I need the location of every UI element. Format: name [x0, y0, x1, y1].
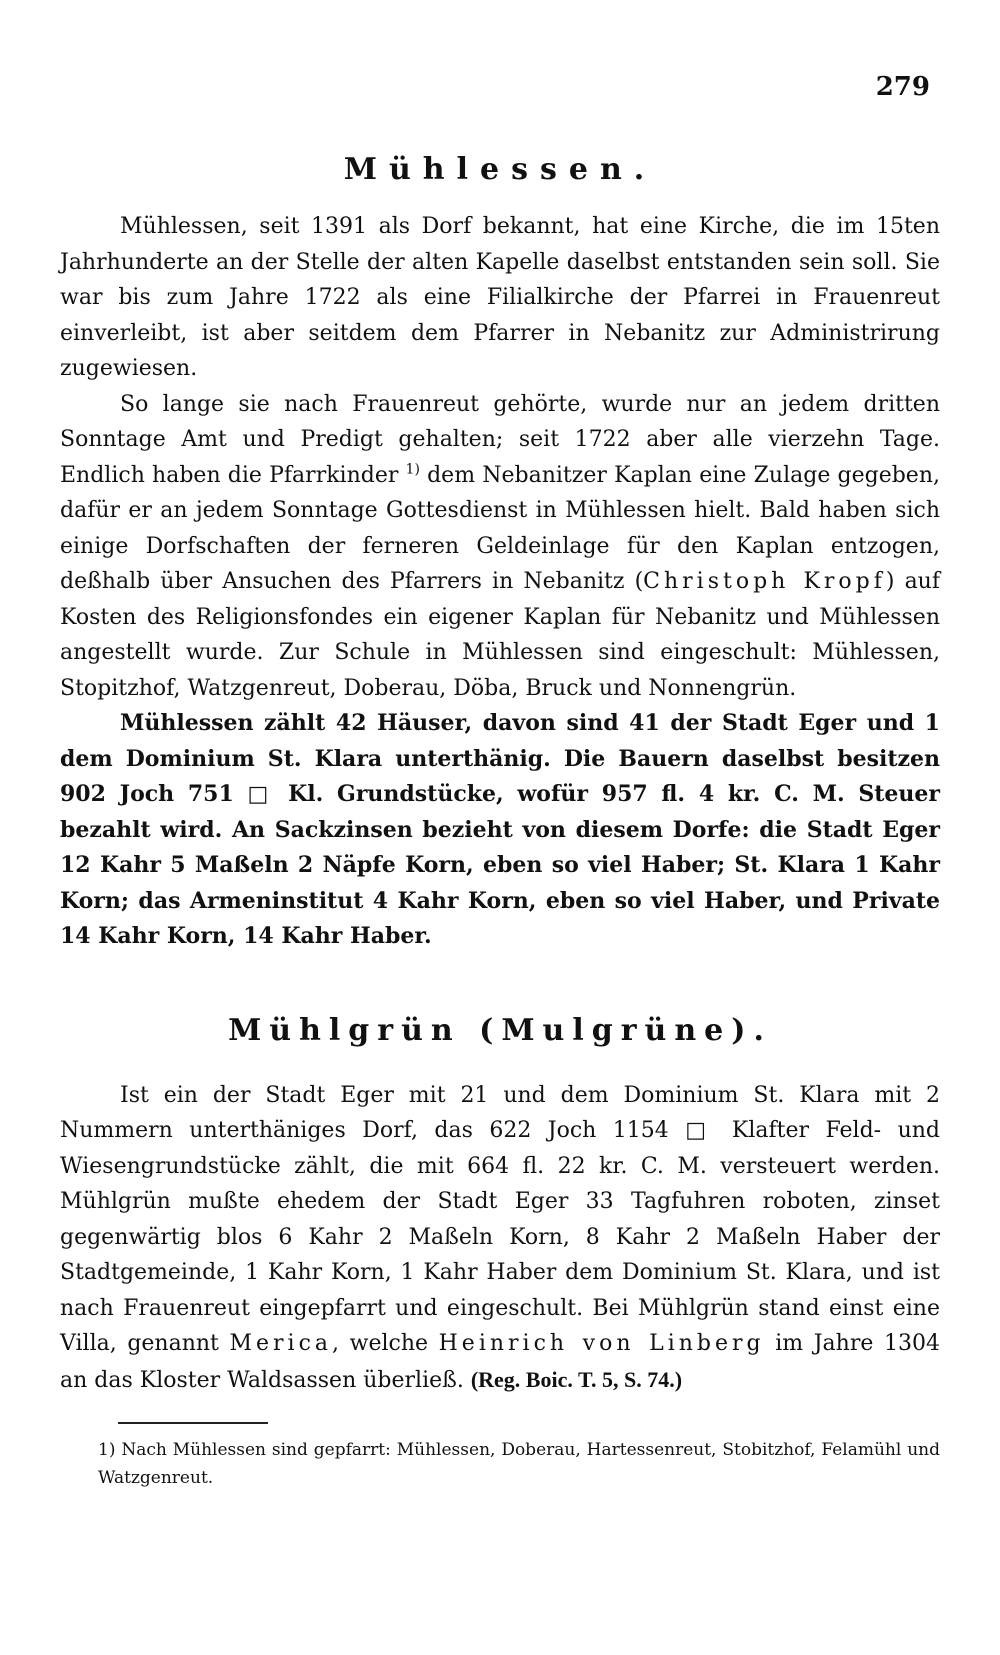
citation-reg-boic: (Reg. Boic. T. 5, S. 74.) [470, 1366, 683, 1392]
paragraph-2 [60, 387, 940, 707]
paragraph-1: Mühlessen, seit 1391 als Dorf bekannt, hat eine Kirche, die im 15ten Jahrhunderte an der Stelle der alten Kapelle daselbst entstanden sein soll. Sie war bis zum Jahre 1722 als eine Filialkirche der Pfarrei in Frauenreut einverleibt, ist aber seitdem dem Pfarrer in Nebanitz zur Administrirung zugewiesen. [60, 214, 940, 381]
paragraph-4 [60, 1078, 940, 1399]
section-title-muehlessen: Mühlessen. [343, 152, 657, 187]
paragraph-4-part-1: Ist ein der Stadt Eger mit 21 und dem Dominium St. Klara mit 2 Nummern unterthäniges Dorf, das 622 Joch 1154 □ Klafter Feld- und Wiesengrundstücke zählt, die mit 664 fl. 22 kr. C. M. versteuert werden. Mühlgrün mußte ehedem der Stadt Eger 33 Tagfuhren roboten, zinset gegenwärtig blos 6 Kahr 2 Maßeln Korn, 8 Kahr 2 Maßeln Haber der Stadtgemeinde, 1 Kahr Korn, 1 Kahr Haber dem Dominium St. Klara, und ist nach Frauenreut eingepfarrt und eingeschult. Bei Mühlgrün stand einst eine Villa, genannt [60, 1082, 940, 1356]
footnote: 1) Nach Mühlessen sind gepfarrt: Mühlessen, Doberau, Hartessenreut, Stobitzhof, Felamühl und Watzgenreut. [98, 1439, 940, 1488]
person-name-heinrich-von-linberg: Heinrich von Linberg [438, 1331, 765, 1356]
paragraph-2-part-2: dem Nebanitzer Kaplan eine Zulage gegeben, dafür er an jedem Sonntage Gottesdienst in Mühlessen hielt. Bald haben sich einige Dorfschaften der ferneren Geldeinlage für den Kaplan entzogen, deßhalb über Ansuchen des Pfarrers in Nebanitz ( [60, 462, 940, 594]
paragraph-4-part-2: , welche [332, 1331, 439, 1356]
paragraph-2-part-3: ) auf Kosten des Religionsfondes ein eigener Kaplan für Nebanitz und Mühlessen angestellt wurde. Zur Schule in Mühlessen sind eingeschult: Mühlessen, Stopitzhof, Watzgenreut, Doberau, Döba, Bruck und Nonnengrün. [60, 569, 940, 701]
paragraph-3: Mühlessen zählt 42 Häuser, davon sind 41 der Stadt Eger und 1 dem Dominium St. Klara unterthänig. Die Bauern daselbst besitzen 902 Joch 751 □ Kl. Grundstücke, wofür 957 fl. 4 kr. C. M. Steuer bezahlt wird. An Sackzinsen bezieht von diesem Dorfe: die Stadt Eger 12 Kahr 5 Maßeln 2 Näpfe Korn, eben so viel Haber; St. Klara 1 Kahr Korn; das Armeninstitut 4 Kahr Korn, eben so viel Haber, und Private 14 Kahr Korn, 14 Kahr Haber. [60, 710, 940, 949]
paragraph-4-part-3: im Jahre 1304 an das Kloster Waldsassen überließ. [60, 1331, 940, 1393]
footnote-divider [118, 1422, 268, 1424]
place-name-merica: Merica [229, 1331, 333, 1356]
page-number: 279 [875, 72, 930, 102]
person-name-christoph-kropf: Christoph Kropf [643, 569, 886, 594]
footnote-marker: 1) [405, 461, 420, 478]
page-body [60, 70, 940, 1492]
section-title-muehlgruen: Mühlgrün (Mulgrüne). [228, 1012, 772, 1048]
paragraph-2-part-1: So lange sie nach Frauenreut gehörte, wurde nur an jedem dritten Sonntage Amt und Predigt gehalten; seit 1722 aber alle vierzehn Tage. Endlich haben die Pfarrkinder [60, 391, 940, 488]
